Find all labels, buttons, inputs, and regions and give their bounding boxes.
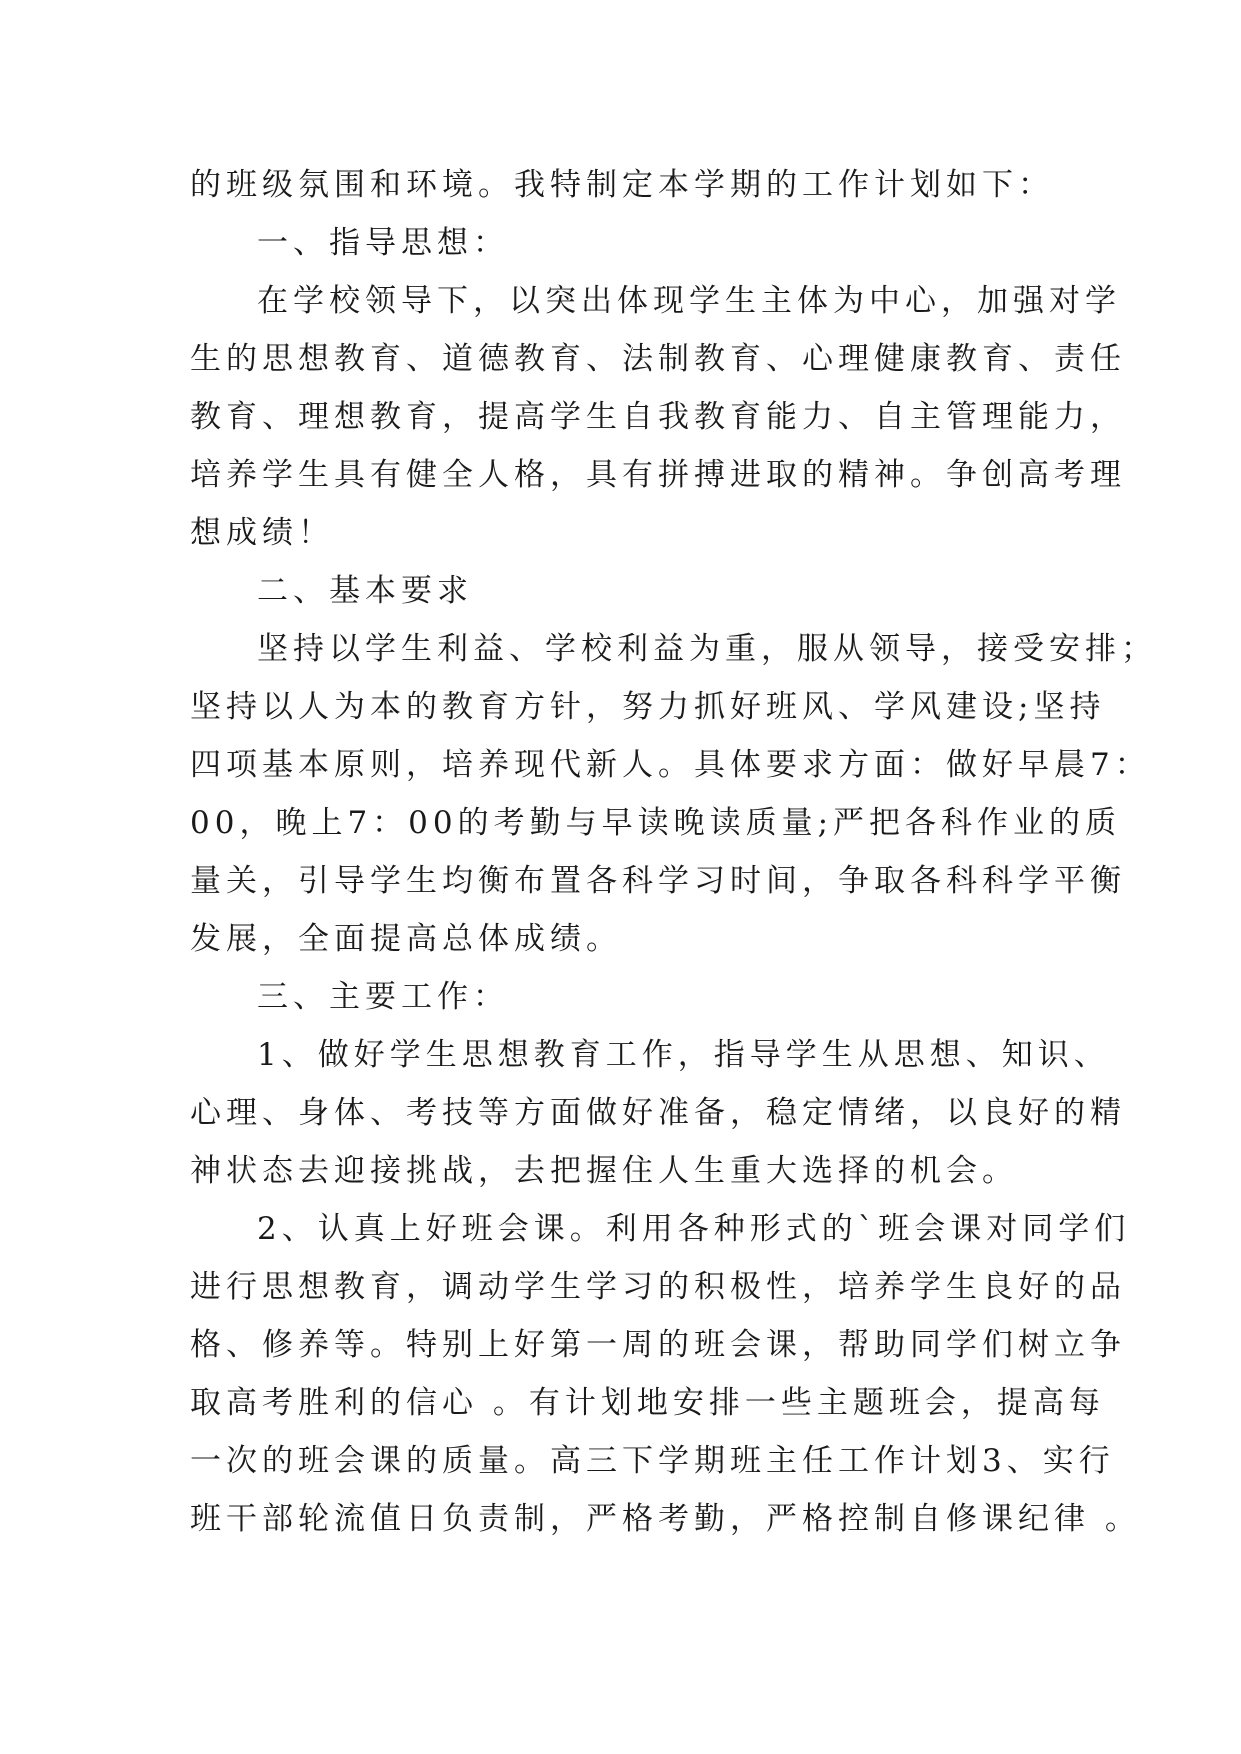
text-line: 培养学生具有健全人格，具有拼搏进取的精神。争创高考理 bbox=[190, 457, 1126, 493]
text-line: 进行思想教育，调动学生学习的积极性，培养学生良好的品 bbox=[190, 1269, 1126, 1305]
text-line: 想成绩！ bbox=[190, 515, 334, 551]
text-line: 班干部轮流值日负责制，严格考勤，严格控制自修课纪律 。 bbox=[190, 1501, 1141, 1537]
text-line: 在学校领导下，以突出体现学生主体为中心，加强对学 bbox=[257, 283, 1121, 319]
document-body bbox=[190, 156, 1157, 1548]
section-heading-basic-requirements: 二、基本要求 bbox=[257, 573, 473, 609]
text-line: 00，晚上7：00的考勤与早读晚读质量;严把各科作业的质 bbox=[190, 805, 1122, 841]
text-line: 教育、理想教育，提高学生自我教育能力、自主管理能力， bbox=[190, 399, 1126, 435]
text-line: 坚持以学生利益、学校利益为重，服从领导，接受安排； bbox=[257, 631, 1157, 667]
text-line: 四项基本原则，培养现代新人。具体要求方面：做好早晨7： bbox=[190, 747, 1151, 783]
section-heading-guiding-thought: 一、指导思想： bbox=[257, 225, 509, 261]
text-line: 量关，引导学生均衡布置各科学习时间，争取各科科学平衡 bbox=[190, 863, 1126, 899]
text-line: 心理、身体、考技等方面做好准备，稳定情绪，以良好的精 bbox=[190, 1095, 1126, 1131]
text-line: 一次的班会课的质量。高三下学期班主任工作计划3、实行 bbox=[190, 1443, 1115, 1479]
text-line: 格、修养等。特别上好第一周的班会课，帮助同学们树立争 bbox=[190, 1327, 1126, 1363]
text-line: 2、认真上好班会课。利用各种形式的`班会课对同学们 bbox=[257, 1211, 1131, 1247]
text-line: 的班级氛围和环境。我特制定本学期的工作计划如下： bbox=[190, 167, 1054, 203]
section-heading-main-work: 三、主要工作： bbox=[257, 979, 509, 1015]
text-line: 神状态去迎接挑战，去把握住人生重大选择的机会。 bbox=[190, 1153, 1018, 1189]
text-line: 取高考胜利的信心 。有计划地安排一些主题班会，提高每 bbox=[190, 1385, 1105, 1421]
text-line: 发展，全面提高总体成绩。 bbox=[190, 921, 622, 957]
text-line: 1、做好学生思想教育工作，指导学生从思想、知识、 bbox=[257, 1037, 1110, 1073]
text-line: 坚持以人为本的教育方针，努力抓好班风、学风建设;坚持 bbox=[190, 689, 1106, 725]
text-line: 生的思想教育、道德教育、法制教育、心理健康教育、责任 bbox=[190, 341, 1126, 377]
